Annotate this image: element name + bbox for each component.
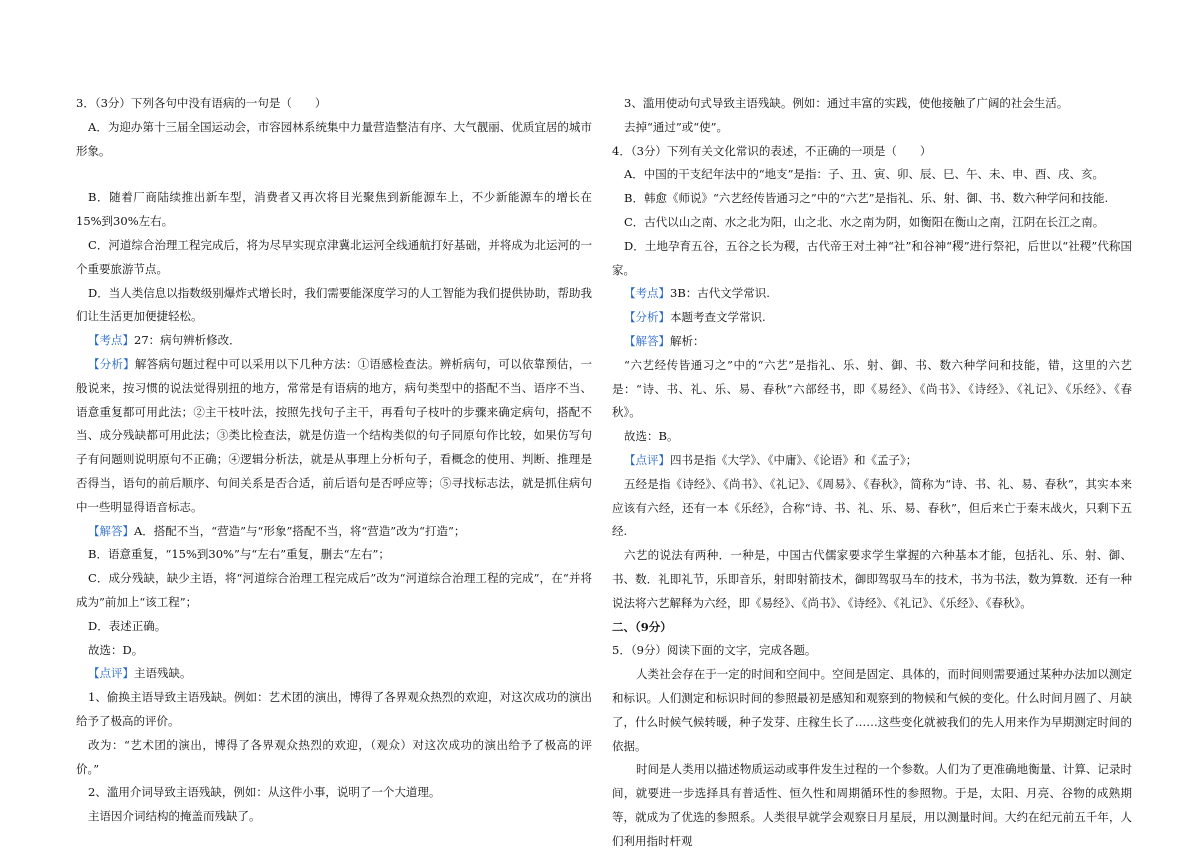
q3-jieda-d: D．表述正确。	[88, 618, 167, 633]
q3-stem: 3．（3分）下列各句中没有语病的一句是（ ）	[76, 96, 327, 110]
q4-kaodian	[612, 282, 1132, 306]
q5-stem: 5．（9分）阅读下面的文字，完成各题。	[612, 643, 817, 658]
kaodian-text: 27：病句辨析修改．	[134, 333, 241, 348]
q3-item-1-fix: 改为：“艺术团的演出，博得了各界观众热烈的欢迎，（观众）对这次成功的演出给予了极高的评价。”	[76, 737, 592, 776]
kaodian-tag: 【考点】	[624, 286, 670, 301]
dianping-text: 主语残缺。	[134, 666, 192, 681]
q4-option-c: C．古代以山之南、水之北为阳，山之北、水之南为阴，如衡阳在衡山之南，江阴在长江之南。	[624, 214, 1105, 229]
dianping-text: 四书是指《大学》、《中庸》、《论语》和《孟子》；	[670, 452, 918, 467]
q4-option-a: A．中国的干支纪年法中的“地支”是指：子、丑、寅、卯、辰、巳、午、未、申、酉、戌、亥。	[624, 167, 1105, 182]
q5-paragraph-1: 人类社会存在于一定的时间和空间中。空间是固定、具体的，而时间则需要通过某种办法加以测定和标识。人们测定和标识时间的参照最初是感知和观察到的物候和气候的变化。什么时间月圆了、月缺了，什么时候气候转暖，种子发芽、庄稼生长了……这些变化就被我们的先人用来作为早期测定时间的依据。	[612, 667, 1132, 753]
fenxi-tag: 【分析】	[624, 310, 670, 325]
jieda-text: 解析：	[670, 333, 705, 348]
q5-paragraph-2: 时间是人类用以描述物质运动或事件发生过程的一个参数。人们为了更准确地衡量、计算、记录时间，就要进一步选择具有普适性、恒久性和周期循环性的参照物。于是，太阳、月亮、谷物的成熟期等，就成为了优选的参照系。人类很早就学会观察日月星辰，用以测量时间。大约在纪元前五千年，人们利用指时杆观	[612, 762, 1132, 848]
q3-jieda-b: B．语意重复，“15%到30%”与“左右”重复，删去“左右”；	[88, 547, 390, 562]
q3-option-d: D．当人类信息以指数级别爆炸式增长时，我们需要能深度学习的人工智能为我们提供协助，帮助我们让生活更加便捷轻松。	[76, 285, 592, 324]
fenxi-tag: 【分析】	[88, 356, 135, 371]
blank-gap	[76, 163, 592, 186]
q4-fenxi	[612, 306, 1132, 330]
q4-option-b: B．韩愈《师说》“六艺经传皆通习之”中的“六艺”是指礼、乐、射、御、书、数六种学问和技能.	[624, 191, 1109, 206]
jieda-tag: 【解答】	[624, 333, 670, 348]
section-heading: 二、（9分）	[612, 619, 672, 634]
kaodian-tag: 【考点】	[88, 333, 134, 348]
dianping-tag: 【点评】	[624, 452, 670, 467]
fenxi-text: 解答病句题过程中可以采用以下几种方法：①语感检查法。辨析病句，可以依靠预估，一般说来，按习惯的说法觉得别扭的地方，常常是有语病的地方，病句类型中的搭配不当、语序不当、语意重复都可用此法；②主干枝叶法，按照先找句子主干，再看句子枝叶的步骤来确定病句，搭配不当、成分残缺都可用此法；③类比检查法，就是仿造一个结构类似的句子同原句作比较，如果仿写句子有问题则说明原句不正确；④逻辑分析法，就是从事理上分析句子，看概念的使用、判断、推理是否得当，语句的前后顺序、句间关系是否合适，前后语句是否呼应等；⑤寻找标志法，就是抓住病句中一些明显得语音标志。	[76, 356, 592, 514]
q4-liuyi: 六艺的说法有两种．一种是，中国古代儒家要求学生掌握的六种基本才能，包括礼、乐、射、御、书、数．礼即礼节，乐即音乐，射即射箭技术，御即驾驭马车的技术，书为书法，数为算数．还有一种说法将六艺解释为六经，即《易经》、《尚书》、《诗经》、《礼记》、《乐经》、《春秋》。	[612, 548, 1132, 610]
q3-item-2: 2、滥用介词导致主语残缺，例如：从这件小事，说明了一个大道理。	[88, 785, 441, 800]
q3-jieda-c: C．成分残缺，缺少主语，将“河道综合治理工程完成后”改为“河道综合治理工程的完成”，在“并将成为”前加上“该工程”；	[76, 571, 592, 609]
q3-option-a: A．为迎办第十三届全国运动会，市容园林系统集中力量营造整洁有序、大气靓丽、优质宜居的城市形象。	[76, 119, 592, 158]
jieda-tag: 【解答】	[88, 523, 134, 538]
q3-item-3: 3、滥用使动句式导致主语残缺。例如：通过丰富的实践，使他接触了广阔的社会生活。	[624, 96, 1069, 110]
q4-option-d: D．土地孕育五谷，五谷之长为稷，古代帝王对土神“社”和谷神“稷”进行祭祀，后世以“社稷”代称国家。	[612, 238, 1132, 277]
q3-dianping	[76, 662, 592, 686]
q3-item-1: 1、偷换主语导致主语残缺。例如：艺术团的演出，博得了各界观众热烈的欢迎，对这次成功的演出给予了极高的评价。	[76, 690, 592, 728]
q3-fenxi	[76, 353, 592, 520]
left-column	[76, 92, 592, 829]
q3-kaodian	[76, 329, 592, 353]
q4-stem: 4．（3分）下列有关文化常识的表述，不正确的一项是（ ）	[612, 143, 932, 158]
q3-option-b: B．随着厂商陆续推出新车型，消费者又再次将目光聚焦到新能源车上，不少新能源车的增长在15%到30%左右。	[76, 190, 592, 229]
q3-option-c: C．河道综合治理工程完成后，将为尽早实现京津冀北运河全线通航打好基础，并将成为北运河的一个重要旅游节点。	[76, 237, 592, 276]
q3-jieda-a	[76, 520, 592, 544]
right-column	[612, 92, 1132, 854]
q4-dianping	[612, 449, 1132, 473]
dianping-tag: 【点评】	[88, 666, 134, 681]
q4-explanation: “六艺经传皆通习之”中的“六艺”是指礼、乐、射、御、书、数六种学问和技能，错，这里的六艺是：“诗、书、礼、乐、易、春秋”六部经书，即《易经》、《尚书》、《诗经》、《礼记》、《乐经》、《春秋》。	[612, 357, 1132, 420]
q3-answer: 故选：D。	[88, 642, 144, 657]
q4-jieda	[612, 330, 1132, 354]
q4-wujing: 五经是指《诗经》、《尚书》、《礼记》、《周易》、《春秋》，简称为“诗、书、礼、易、春秋”，其实本来应该有六经，还有一本《乐经》，合称“诗、书、礼、乐、易、春秋”，但后来亡于秦末战火，只剩下五经.	[612, 476, 1132, 539]
q4-answer: 故选：B。	[624, 429, 679, 444]
q3-item-2-fix: 主语因介词结构的掩盖而残缺了。	[88, 809, 261, 824]
q3-item-3-fix: 去掉“通过”或“使”。	[624, 119, 729, 134]
fenxi-text: 本题考查文学常识.	[670, 310, 766, 325]
kaodian-text: 3B：古代文学常识.	[670, 286, 770, 301]
jieda-a-text: A．搭配不当，“营造”与“形象”搭配不当，将“营造”改为“打造”；	[134, 523, 466, 538]
